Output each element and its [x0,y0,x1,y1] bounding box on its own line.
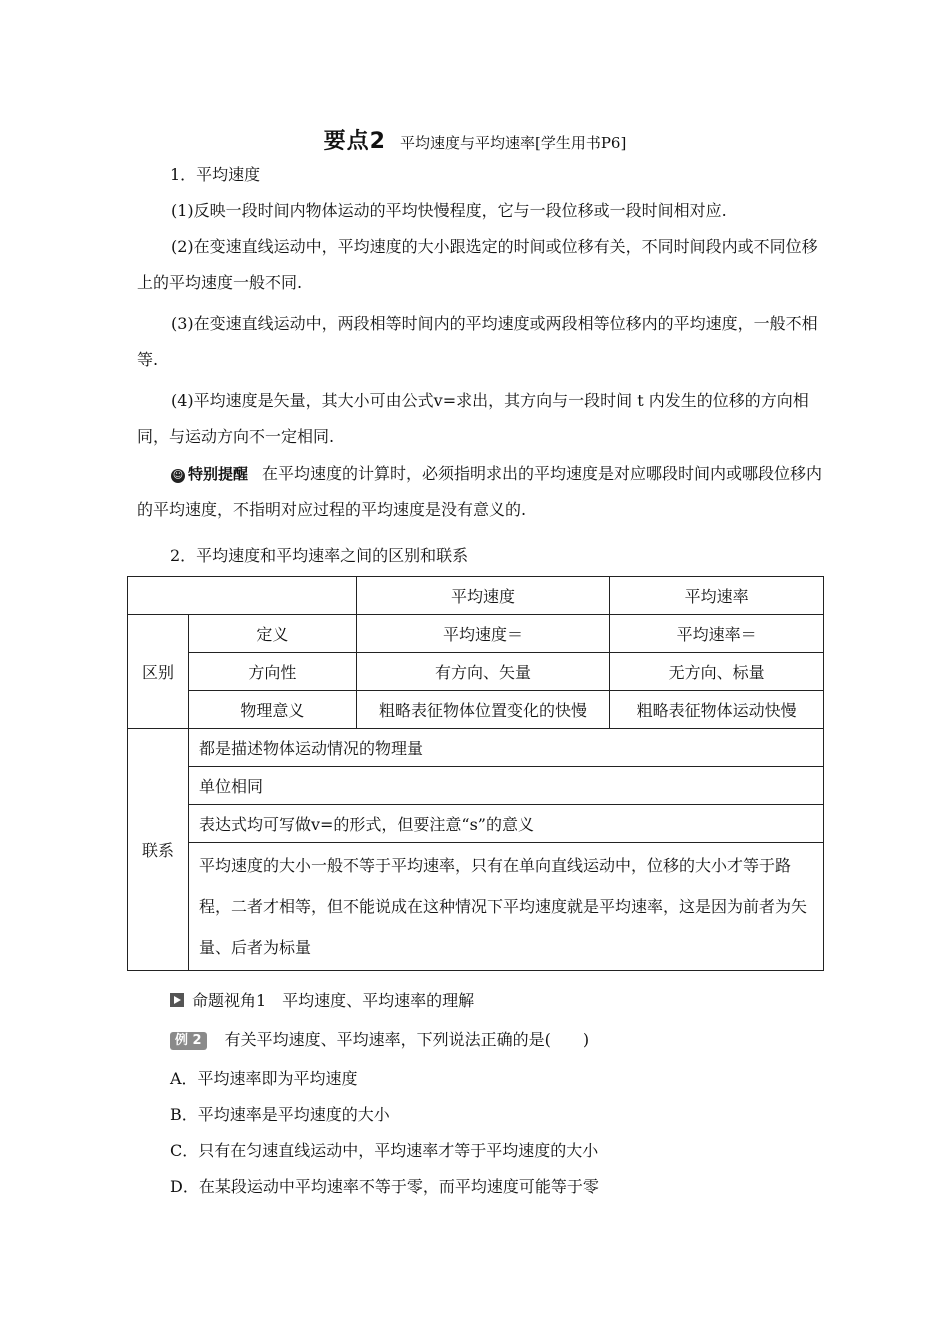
table-row [128,843,824,971]
play-icon [170,993,184,1007]
option-b: B．平均速率是平均速度的大小 [170,1105,390,1124]
connection-cell: 都是描述物体运动情况的物理量 [188,729,823,767]
table-row [128,653,824,691]
table-row [128,729,824,767]
velocity-cell: 有方向、矢量 [356,653,610,691]
comparison-table [127,576,824,971]
aspect-cell: 物理意义 [188,691,356,729]
option-c: C．只有在匀速直线运动中，平均速率才等于平均速度的大小 [170,1141,599,1160]
connection-cell: 平均速度的大小一般不等于平均速率，只有在单向直线运动中，位移的大小才等于路程，二者才相等，但不能说成在这种情况下平均速度就是平均速率，这是因为前者为矢量、后者为标量 [188,843,823,971]
table-corner-cell [128,577,357,615]
question-text: 有关平均速度、平均速率，下列说法正确的是( ) [224,1030,590,1049]
option-d: D．在某段运动中平均速率不等于零，而平均速度可能等于零 [170,1177,599,1196]
paragraph-4: (4)平均速度是矢量，其大小可由公式v=求出，其方向与一段时间 t 内发生的位移的方向相同，与运动方向不一定相同. [137,391,809,446]
paragraph-2: (2)在变速直线运动中，平均速度的大小跟选定的时间或位移有关，不同时间段内或不同位移上的平均速度一般不同. [137,237,818,292]
difference-label: 区别 [128,615,189,729]
connection-cell: 单位相同 [188,767,823,805]
aspect-cell: 定义 [188,615,356,653]
aspect-cell: 方向性 [188,653,356,691]
velocity-cell: 平均速度＝ [356,615,610,653]
subsection-title-2: 2．平均速度和平均速率之间的区别和联系 [170,546,469,565]
option-a: A．平均速率即为平均速度 [170,1069,358,1088]
paragraph-3: (3)在变速直线运动中，两段相等时间内的平均速度或两段相等位移内的平均速度，一般不相等. [137,314,818,369]
key-point-label: 要点2 [323,129,386,154]
table-row [128,615,824,653]
table-row [128,805,824,843]
header-average-speed: 平均速率 [610,577,824,615]
table-row [128,691,824,729]
speed-cell: 无方向、标量 [610,653,824,691]
note-label: 特别提醒 [188,465,249,483]
smiley-icon: ☺ [172,470,184,481]
paragraph-1: (1)反映一段时间内物体运动的平均快慢程度，它与一段位移或一段时间相对应. [171,201,727,220]
example-question [170,1027,589,1050]
velocity-cell: 粗略表征物体位置变化的快慢 [356,691,610,729]
table-row [128,767,824,805]
speed-cell: 平均速率＝ [610,615,824,653]
section-heading [0,124,950,155]
connection-label: 联系 [128,729,189,971]
header-average-velocity: 平均速度 [356,577,610,615]
example-badge: 例 2 [170,1032,207,1050]
note-badge [171,465,248,483]
note-text: 在平均速度的计算时，必须指明求出的平均速度是对应哪段时间内或哪段位移内的平均速度，不指明对应过程的平均速度是没有意义的. [137,464,823,519]
special-note [137,456,823,528]
speed-cell: 粗略表征物体运动快慢 [610,691,824,729]
topic-angle-text: 命题视角1 平均速度、平均速率的理解 [192,991,475,1010]
section-title: 平均速度与平均速率[学生用书P6] [399,134,627,152]
table-header-row [128,577,824,615]
subsection-title-1: 1．平均速度 [170,165,261,184]
connection-cell: 表达式均可写做v=的形式，但要注意“s”的意义 [188,805,823,843]
topic-angle [170,988,474,1011]
